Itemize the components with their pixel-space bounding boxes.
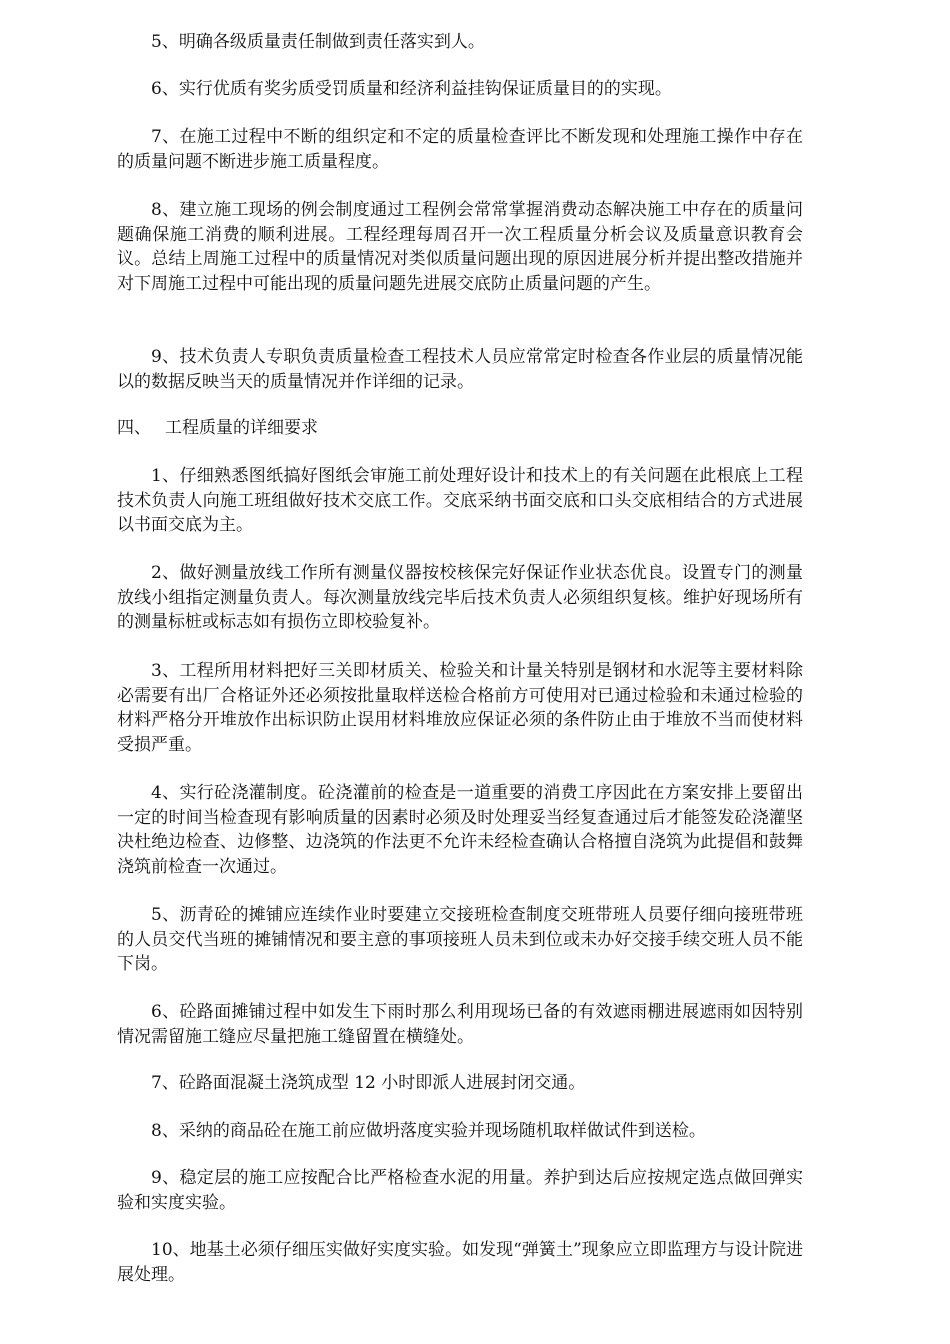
requirement-7: 7、砼路面混凝土浇筑成型 12 小时即派人进展封闭交通。 <box>151 1073 586 1093</box>
requirement-2: 2、做好测量放线工作所有测量仪器按校核保完好保证作业状态优良。设置专门的测量放线小组指定测量负责人。每次测量放线完毕后技术负责人必须组织复核。维护好现场所有的测量标桩或标志如有损伤立即校验复补。 <box>117 563 803 632</box>
requirement-3: 3、工程所用材料把好三关即材质关、检验关和计量关特别是钢材和水泥等主要材料除必需要有出厂合格证外还必须按批量取样送检合格前方可使用对已通过检验和未通过检验的材料严格分开堆放作出标识防止误用材料堆放应保证必须的条件防止由于堆放不当而使材料受损严重。 <box>117 661 803 755</box>
requirement-8: 8、采纳的商品砼在施工前应做坍落度实验并现场随机取样做试件到送检。 <box>151 1121 706 1141</box>
section-heading <box>117 416 803 441</box>
section-number: 四、 <box>117 418 151 438</box>
paragraph-6: 6、实行优质有奖劣质受罚质量和经济利益挂钩保证质量目的的实现。 <box>151 79 672 99</box>
paragraph-5: 5、明确各级质量责任制做到责任落实到人。 <box>151 32 485 52</box>
requirement-1: 1、仔细熟悉图纸搞好图纸会审施工前处理好设计和技术上的有关问题在此根底上工程技术负责人向施工班组做好技术交底工作。交底采纳书面交底和口头交底相结合的方式进展以书面交底为主。 <box>117 466 803 535</box>
paragraph-9: 9、技术负责人专职负责质量检查工程技术人员应常常定时检查各作业层的质量情况能以的数据反映当天的质量情况并作详细的记录。 <box>117 347 803 392</box>
requirement-9: 9、稳定层的施工应按配合比严格检查水泥的用量。养护到达后应按规定选点做回弹实验和实度实验。 <box>117 1168 803 1213</box>
requirement-6: 6、砼路面摊铺过程中如发生下雨时那么利用现场已备的有效遮雨棚进展遮雨如因特别情况需留施工缝应尽量把施工缝留置在横缝处。 <box>117 1002 803 1047</box>
requirement-10: 10、地基土必须仔细压实做好实度实验。如发现“弹簧土”现象应立即监理方与设计院进展处理。 <box>117 1240 803 1285</box>
section-title: 工程质量的详细要求 <box>165 418 318 438</box>
requirement-4: 4、实行砼浇灌制度。砼浇灌前的检查是一道重要的消费工序因此在方案安排上要留出一定的时间当检查现有影响质量的因素时必须及时处理妥当经复查通过后才能签发砼浇灌坚决杜绝边检查、边修整、边浇筑的作法更不允许未经检查确认合格擅自浇筑为此提倡和鼓舞浇筑前检查一次通过。 <box>117 783 803 877</box>
paragraph-8: 8、建立施工现场的例会制度通过工程例会常常掌握消费动态解决施工中存在的质量问题确保施工消费的顺利进展。工程经理每周召开一次工程质量分析会议及质量意识教育会议。总结上周施工过程中的质量情况对类似质量问题出现的原因进展分析并提出整改措施并对下周施工过程中可能出现的质量问题先进展交底防止质量问题的产生。 <box>117 200 803 294</box>
paragraph-7: 7、在施工过程中不断的组织定和不定的质量检查评比不断发现和处理施工操作中存在的质量问题不断进步施工质量程度。 <box>117 127 803 172</box>
requirement-5: 5、沥青砼的摊铺应连续作业时要建立交接班检查制度交班带班人员要仔细向接班带班的人员交代当班的摊铺情况和要主意的事项接班人员未到位或未办好交接手续交班人员不能下岗。 <box>117 905 803 974</box>
